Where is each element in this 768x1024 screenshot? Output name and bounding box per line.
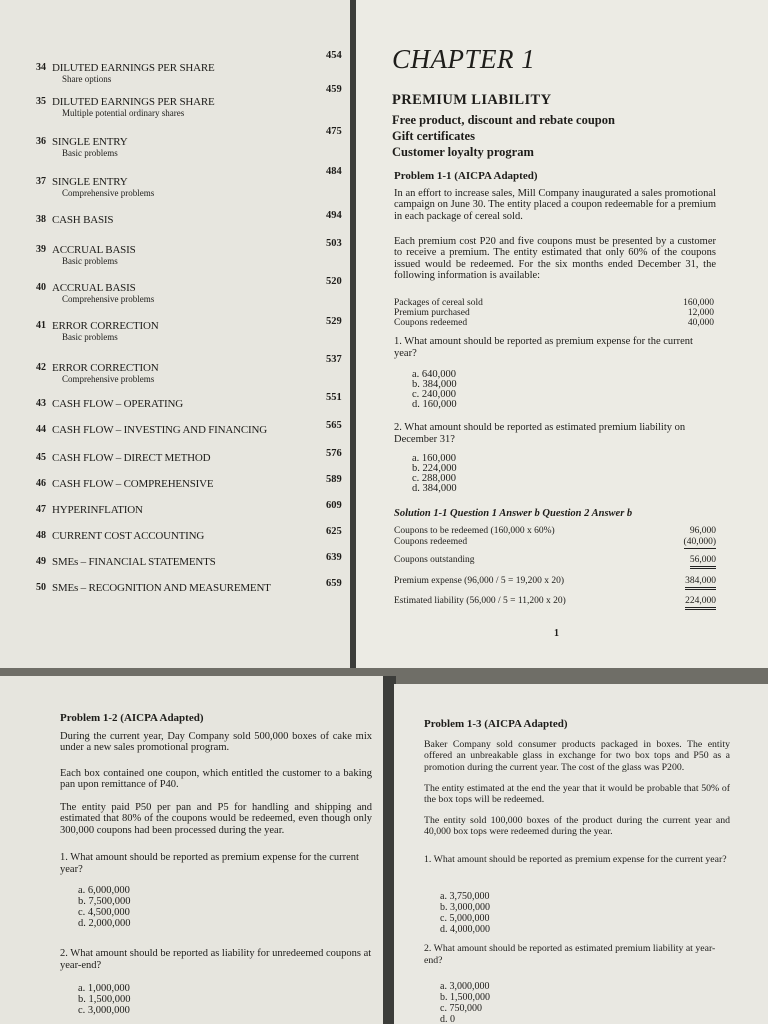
chapter-topic: Gift certificates (392, 129, 475, 143)
toc-title: CURRENT COST ACCOUNTING (52, 530, 205, 542)
answer-option: c. 3,000,000 (78, 1005, 130, 1016)
answer-option: d. 4,000,000 (440, 924, 490, 935)
toc-title: HYPERINFLATION (52, 504, 143, 516)
toc-page-number: 454 (326, 50, 342, 61)
data-value: 40,000 (687, 318, 714, 328)
toc-number: 45 (36, 452, 46, 463)
answer-option: d. 384,000 (412, 483, 457, 494)
solution-label: Estimated liability (56,000 / 5 = 11,200 x 20) (394, 596, 566, 606)
answer-option: b. 7,500,000 (78, 896, 131, 907)
toc-number: 39 (36, 244, 46, 255)
toc-entry (36, 526, 346, 544)
solution-row (394, 555, 716, 566)
chapter-subtitle: PREMIUM LIABILITY (392, 92, 552, 108)
toc-page-number: 537 (326, 354, 342, 365)
problem-paragraph: The entity paid P50 per pan and P5 for handling and shipping and estimated that 80% of the coupons would be redeemed, even though only 300,000 coupons had been processed during the year. (60, 802, 372, 836)
question: 1. What amount should be reported as premium expense for the current year? (424, 854, 727, 865)
toc-number: 34 (36, 62, 46, 73)
problem-1-2-page (0, 676, 383, 1024)
solution-label: Coupons redeemed (394, 537, 468, 547)
solution-label: Coupons outstanding (394, 555, 475, 565)
toc-entry (36, 316, 346, 344)
question: 2. What amount should be reported as estimated premium liability on December 31? (394, 422, 686, 445)
toc-title: SMEs – RECOGNITION AND MEASUREMENT (52, 582, 271, 594)
problem-paragraph: During the current year, Day Company sold 500,000 boxes of cake mix under a new sales promotional program. (60, 731, 372, 754)
answer-option: c. 4,500,000 (78, 907, 130, 918)
toc-entry (36, 354, 346, 386)
toc-entry (36, 578, 346, 596)
toc-entry (36, 126, 346, 160)
problem-paragraph: The entity sold 100,000 boxes of the product during the current year and 40,000 box tops were redeemed during the year. (424, 815, 730, 838)
toc-page-number: 565 (326, 420, 342, 431)
question: 2. What amount should be reported as estimated premium liability at year-end? (424, 943, 716, 966)
toc-title: SINGLE ENTRY (52, 136, 128, 148)
toc-title: CASH FLOW – COMPREHENSIVE (52, 478, 214, 490)
chapter-topic: Free product, discount and rebate coupon (392, 113, 615, 127)
chapter-title: CHAPTER 1 (392, 44, 536, 74)
toc-page-number: 659 (326, 578, 342, 589)
answer-option: b. 224,000 (412, 463, 457, 474)
question: 2. What amount should be reported as liability for unredeemed coupons at year-end? (60, 948, 372, 971)
answer-option: a. 640,000 (412, 369, 457, 380)
toc-subtitle: Comprehensive problems (62, 294, 155, 304)
toc-page-number: 475 (326, 126, 342, 137)
page-number: 1 (554, 628, 559, 639)
toc-page-number: 459 (326, 84, 342, 95)
toc-page-number: 551 (326, 392, 342, 403)
solution-title: Solution 1-1 Question 1 Answer b Question 2 Answer b (394, 508, 633, 519)
toc-number: 41 (36, 320, 46, 331)
data-row (394, 308, 714, 318)
answer-option: b. 3,000,000 (440, 902, 490, 913)
chapter-1-page (356, 0, 768, 668)
toc-page-number: 520 (326, 276, 342, 287)
toc-entry (36, 238, 346, 268)
answer-option: d. 160,000 (412, 399, 457, 410)
toc-number: 50 (36, 582, 46, 593)
solution-value: 384,000 (685, 576, 716, 590)
toc-title: SMEs – FINANCIAL STATEMENTS (52, 556, 216, 568)
chapter-topic: Customer loyalty program (392, 145, 534, 159)
toc-page-number: 639 (326, 552, 342, 563)
question: 1. What amount should be reported as premium expense for the current year? (60, 852, 359, 875)
data-row (394, 298, 714, 308)
data-value: 160,000 (683, 298, 714, 308)
answer-option: a. 6,000,000 (78, 885, 130, 896)
solution-row (394, 537, 716, 548)
toc-title: ACCRUAL BASIS (52, 244, 136, 256)
toc-number: 40 (36, 282, 46, 293)
toc-title: ERROR CORRECTION (52, 362, 159, 374)
answer-option: c. 750,000 (440, 1003, 482, 1014)
data-row (394, 318, 714, 328)
toc-subtitle: Comprehensive problems (62, 374, 155, 384)
answer-option: b. 384,000 (412, 379, 457, 390)
toc-number: 48 (36, 530, 46, 541)
data-label: Packages of cereal sold (394, 298, 483, 308)
toc-subtitle: Basic problems (62, 332, 118, 342)
toc-page-number: 609 (326, 500, 342, 511)
problem-paragraph: Each premium cost P20 and five coupons must be presented by a customer to receive a premium. The entity estimated that only 60% of the coupons issued would be redeemed. For the six months ended December 31, the following information is available: (394, 236, 716, 281)
toc-entry (36, 500, 346, 518)
toc-entry (36, 210, 346, 228)
toc-page-number: 576 (326, 448, 342, 459)
toc-entry (36, 166, 346, 200)
toc-entry (36, 84, 346, 120)
toc-entry (36, 50, 346, 86)
problem-paragraph: Baker Company sold consumer products packaged in boxes. The entity offered an unbreakable glass in exchange for two box tops and P50 as a promotion during the current year. The cost of the glass was P200. (424, 739, 730, 773)
data-value: 12,000 (687, 308, 714, 318)
toc-subtitle: Share options (62, 74, 112, 84)
problem-paragraph: In an effort to increase sales, Mill Company inaugurated a sales promotional campaign on June 30. The entity placed a coupon redeemable for a premium in each package of cereal sold. (394, 188, 716, 222)
problem-paragraph: Each box contained one coupon, which entitled the customer to a baking pan upon remittance of P40. (60, 768, 372, 791)
solution-label: Premium expense (96,000 / 5 = 19,200 x 20) (394, 576, 565, 586)
problem-title: Problem 1-3 (AICPA Adapted) (424, 718, 568, 730)
answer-option: c. 288,000 (412, 473, 457, 484)
toc-title: DILUTED EARNINGS PER SHARE (52, 62, 215, 74)
toc-number: 46 (36, 478, 46, 489)
toc-number: 37 (36, 176, 46, 187)
toc-subtitle: Basic problems (62, 256, 118, 266)
toc-entry (36, 474, 346, 492)
toc-number: 35 (36, 96, 46, 107)
toc-page-number: 529 (326, 316, 342, 327)
toc-entry (36, 392, 346, 412)
data-label: Premium purchased (394, 308, 470, 318)
toc-page-number: 503 (326, 238, 342, 249)
solution-value: 96,000 (689, 526, 716, 536)
answer-option: c. 5,000,000 (440, 913, 490, 924)
toc-entry (36, 420, 346, 438)
answer-option: a. 160,000 (412, 453, 457, 464)
toc-entry (36, 448, 346, 466)
answer-option: b. 1,500,000 (440, 992, 490, 1003)
table-of-contents-page (0, 0, 350, 668)
toc-subtitle: Basic problems (62, 148, 118, 158)
toc-page-number: 494 (326, 210, 342, 221)
toc-title: CASH FLOW – OPERATING (52, 398, 183, 410)
toc-title: SINGLE ENTRY (52, 176, 128, 188)
toc-number: 44 (36, 424, 46, 435)
toc-entry (36, 552, 346, 570)
toc-title: CASH BASIS (52, 214, 114, 226)
toc-title: ERROR CORRECTION (52, 320, 159, 332)
solution-value: 56,000 (690, 555, 716, 569)
toc-subtitle: Multiple potential ordinary shares (62, 108, 185, 118)
problem-paragraph: The entity estimated at the end the year that it would be probable that 50% of the box tops will be redeemed. (424, 783, 730, 806)
toc-title: CASH FLOW – INVESTING AND FINANCING (52, 424, 267, 436)
answer-option: b. 1,500,000 (78, 994, 131, 1005)
answer-option: d. 0 (440, 1014, 455, 1024)
answer-option: a. 3,750,000 (440, 891, 490, 902)
toc-page-number: 589 (326, 474, 342, 485)
solution-value: 224,000 (685, 596, 716, 610)
toc-entry (36, 276, 346, 306)
toc-number: 36 (36, 136, 46, 147)
problem-1-3-page (394, 684, 768, 1024)
toc-number: 47 (36, 504, 46, 515)
problem-title: Problem 1-2 (AICPA Adapted) (60, 712, 204, 724)
solution-row (394, 576, 716, 587)
data-label: Coupons redeemed (394, 318, 468, 328)
question: 1. What amount should be reported as premium expense for the current year? (394, 336, 693, 359)
answer-option: a. 3,000,000 (440, 981, 490, 992)
toc-number: 42 (36, 362, 46, 373)
problem-title: Problem 1-1 (AICPA Adapted) (394, 170, 538, 182)
answer-option: a. 1,000,000 (78, 983, 130, 994)
toc-title: DILUTED EARNINGS PER SHARE (52, 96, 215, 108)
answer-option: d. 2,000,000 (78, 918, 131, 929)
toc-page-number: 625 (326, 526, 342, 537)
toc-number: 49 (36, 556, 46, 567)
toc-subtitle: Comprehensive problems (62, 188, 155, 198)
answer-option: c. 240,000 (412, 389, 457, 400)
toc-page-number: 484 (326, 166, 342, 177)
toc-title: CASH FLOW – DIRECT METHOD (52, 452, 211, 464)
solution-label: Coupons to be redeemed (160,000 x 60%) (394, 526, 555, 536)
solution-row (394, 596, 716, 607)
toc-number: 43 (36, 398, 46, 409)
solution-value: (40,000) (683, 537, 716, 547)
toc-title: ACCRUAL BASIS (52, 282, 136, 294)
toc-number: 38 (36, 214, 46, 225)
solution-row (394, 526, 716, 537)
